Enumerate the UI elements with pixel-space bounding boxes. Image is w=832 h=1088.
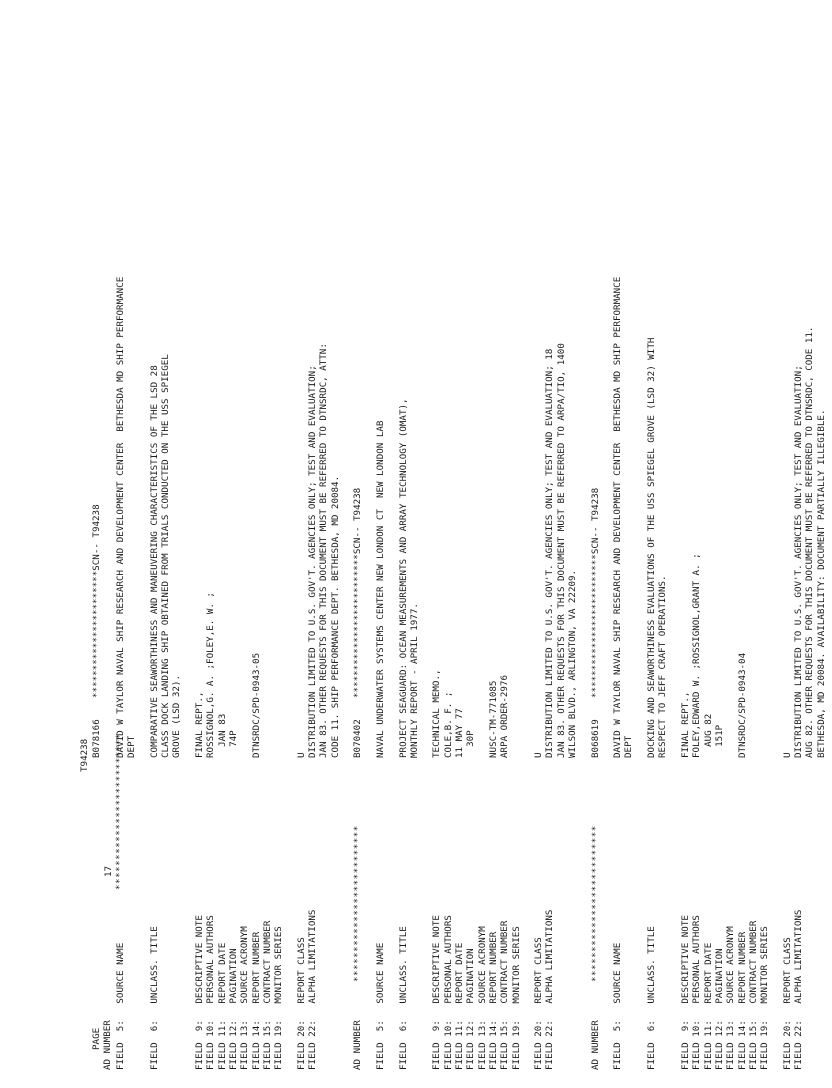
field-label: FIELD 15: CONTRACT NUMBER <box>499 920 511 1070</box>
field-value-line: BETHESDA, MD 20084. AVAILABILITY: DOCUMENT PARTIALLY ILLEGIBLE. <box>815 409 827 758</box>
field-value-line: U <box>533 752 545 758</box>
field-value-line: DEPT <box>126 735 138 758</box>
field-label: FIELD 10: PERSONAL AUTHORS <box>442 915 454 1070</box>
field-value-line: FINAL REPT., <box>680 691 691 758</box>
field-value-line: DISTRIBUTION LIMITED TO U.S. GOV'T. AGENCIES ONLY; TEST AND EVALUATION; <box>793 365 804 758</box>
field-value-line: JAN 83. OTHER REQUESTS FOR THIS DOCUMENT MUST BE REFERRED TO ARPA/TIO, 1400 <box>555 343 567 758</box>
field-value-line: U <box>781 752 793 758</box>
field-label: FIELD 9: DESCRIPTIVE NOTE <box>431 915 443 1070</box>
field-value-line: DOCKING AND SEAWORTHINESS EVALUATIONS OF THE USS SPIEGEL GROVE (LSD 32) WITH <box>646 337 658 758</box>
field-label: FIELD 5: SOURCE NAME <box>374 942 386 1070</box>
scn-reference: ***********************SCN-- T94238 <box>91 504 102 698</box>
field-label: FIELD 6: UNCLASS. TITLE <box>397 926 409 1070</box>
field-value-line: DTNSRDC/SPD-0943-05 <box>250 652 262 758</box>
field-label: FIELD 14: REPORT NUMBER <box>250 931 262 1070</box>
field-value-line: PROJECT SEAGUARD: OCEAN MEASUREMENTS AND ARRAY TECHNOLOGY (OMAT), <box>397 398 409 758</box>
field-label: FIELD 22: ALPHA LIMITATIONS <box>307 909 319 1070</box>
field-label: FIELD 9: DESCRIPTIVE NOTE <box>680 915 691 1070</box>
field-value-line: DEPT <box>623 735 635 758</box>
header-stars: ************************** <box>113 733 125 890</box>
field-label: FIELD 19: MONITOR SERIES <box>273 926 285 1070</box>
field-value-line: GROVE (LSD 32). <box>171 675 183 758</box>
scn-reference: **************************SCN-- T94238 <box>589 487 601 698</box>
field-value-line: CODE 11. SHIP PERFORMANCE DEPT. BETHESDA, MD 20084. <box>329 475 341 758</box>
field-label: FIELD 15: CONTRACT NUMBER <box>261 920 273 1070</box>
field-label: FIELD 12: PAGINATION <box>465 948 477 1070</box>
field-value-line: DAVID W TAYLOR NAVAL SHIP RESEARCH AND DEVELOPMENT CENTER BETHESDA MD SHIP PERFORMANCE <box>612 276 624 758</box>
ad-number: B070402 <box>352 719 364 758</box>
ad-number-label: AD NUMBER <box>352 1020 364 1070</box>
field-label: FIELD 19: MONITOR SERIES <box>759 926 771 1070</box>
field-value-line: WILSON BLVD., ARLINGTON, VA 22209. <box>566 569 578 758</box>
ad-number: B068619 <box>589 719 601 758</box>
top-ref: T94238 <box>79 738 91 772</box>
field-label: FIELD 11: REPORT DATE <box>216 942 228 1070</box>
field-label: FIELD 14: REPORT NUMBER <box>736 931 748 1070</box>
field-label: FIELD 15: CONTRACT NUMBER <box>747 920 759 1070</box>
field-label: FIELD 14: REPORT NUMBER <box>487 931 499 1070</box>
field-value-line: ROSSIGNOL,G. A. ;FOLEY,E. W. ; <box>205 592 217 758</box>
field-value-line: NAVAL UNDERWATER SYSTEMS CENTER NEW LONDON CT NEW LONDON LAB <box>374 420 386 758</box>
ad-number-label: AD NUMBER <box>102 1020 114 1070</box>
field-label: FIELD 20: REPORT CLASS <box>295 937 307 1070</box>
field-value-line: 74P <box>228 730 239 758</box>
field-value-line: DTNSRDC/SPD-0943-04 <box>736 652 748 758</box>
field-label: FIELD 19: MONITOR SERIES <box>510 926 522 1070</box>
field-label: FIELD 5: SOURCE NAME <box>115 942 126 1070</box>
field-label: FIELD 13: SOURCE ACRONYM <box>725 926 737 1070</box>
page-label: PAGE <box>91 1027 103 1050</box>
field-value-line: 30P <box>465 730 477 758</box>
field-value-line: RESPECT TO JEFF CRAFT OPERATIONS. <box>657 575 669 758</box>
field-value-line: 151P <box>713 724 725 758</box>
field-value-line: DAVID W TAYLOR NAVAL SHIP RESEARCH AND DEVELOPMENT CENTER BETHESDA MD SHIP PERFORMANCE <box>115 276 126 758</box>
field-value-line: JAN 83. OTHER REQUESTS FOR THIS DOCUMENT MUST BE REFERRED TO DTNSRDC, ATTN: <box>318 343 330 758</box>
scn-reference: **************************SCN-- T94238 <box>352 487 364 698</box>
field-label: FIELD 13: SOURCE ACRONYM <box>239 926 251 1070</box>
field-label: FIELD 22: ALPHA LIMITATIONS <box>793 909 804 1070</box>
field-label: FIELD 6: UNCLASS. TITLE <box>148 926 160 1070</box>
separator-stars: ************************** <box>352 825 364 982</box>
field-label: FIELD 12: PAGINATION <box>228 948 239 1070</box>
field-label: FIELD 20: REPORT CLASS <box>781 937 793 1070</box>
field-label: FIELD 12: PAGINATION <box>713 948 725 1070</box>
rotated-printout <box>60 40 827 1070</box>
field-value-line: MONTHLY REPORT - APRIL 1977. <box>408 603 420 758</box>
field-label: FIELD 11: REPORT DATE <box>454 942 465 1070</box>
ad-number-label: AD NUMBER <box>589 1020 601 1070</box>
field-label: FIELD 6: UNCLASS. TITLE <box>646 926 658 1070</box>
field-value-line: U <box>295 752 307 758</box>
field-value-line: AUG 82. OTHER REQUESTS FOR THIS DOCUMENT MUST BE REFERRED TO DTNSRDC, CODE 11. <box>804 326 816 758</box>
field-value-line: COLE,B. F. ; <box>442 691 454 758</box>
field-label: FIELD 10: PERSONAL AUTHORS <box>691 915 703 1070</box>
field-value-line: FOLEY,EDWARD W. ;ROSSIGNOL,GRANT A. ; <box>691 553 703 758</box>
field-label: FIELD 20: REPORT CLASS <box>533 937 545 1070</box>
field-value-line: AUG 82 <box>702 713 714 758</box>
field-value-line: DISTRIBUTION LIMITED TO U.S. GOV'T. AGENCIES ONLY; TEST AND EVALUATION; 18 <box>544 348 556 758</box>
field-label: FIELD 13: SOURCE ACRONYM <box>476 926 488 1070</box>
field-label: FIELD 9: DESCRIPTIVE NOTE <box>194 915 206 1070</box>
field-label: FIELD 10: PERSONAL AUTHORS <box>205 915 217 1070</box>
field-value-line: FINAL REPT., <box>194 691 206 758</box>
ad-number: B078166 <box>91 719 102 758</box>
field-value-line: COMPARATIVE SEAWORTHINESS AND MANEUVERING CHARACTERISTICS OF THE LSD 28 <box>148 365 160 758</box>
field-value-line: NUSC-TM-771085 <box>487 680 499 758</box>
separator-stars: ************************** <box>589 825 601 982</box>
field-value-line: JAN 83 <box>216 713 228 758</box>
field-value-line: TECHNICAL MEMO., <box>431 669 443 758</box>
field-label: FIELD 11: REPORT DATE <box>702 942 714 1070</box>
field-label: FIELD 22: ALPHA LIMITATIONS <box>544 909 556 1070</box>
field-value-line: CLASS DOCK LANDING SHIP OBTAINED FROM TRIALS CONDUCTED ON THE USS SPIEGEL <box>160 354 172 758</box>
field-value-line: ARPA ORDER-2976 <box>499 675 511 758</box>
field-value-line: 11 MAY 77 <box>454 708 465 758</box>
field-label: FIELD 5: SOURCE NAME <box>612 942 624 1070</box>
page-number: 17 <box>102 865 114 877</box>
field-value-line: DISTRIBUTION LIMITED TO U.S. GOV'T. AGENCIES ONLY; TEST AND EVALUATION; <box>307 365 319 758</box>
